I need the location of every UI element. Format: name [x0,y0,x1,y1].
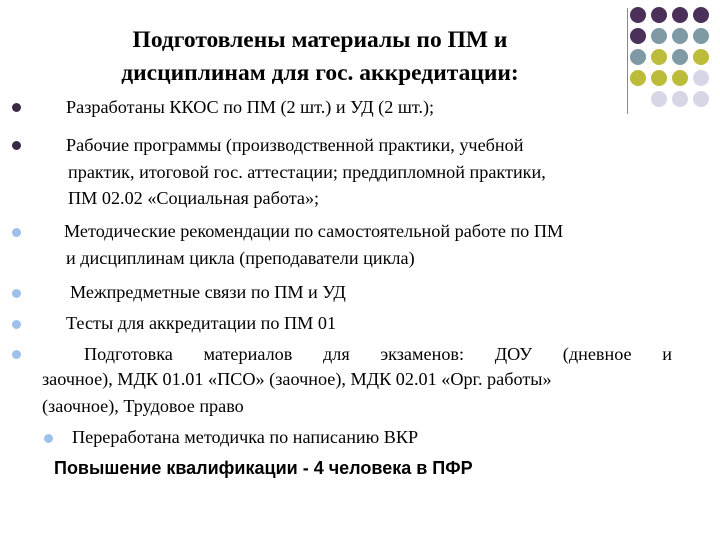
decorative-dot [630,7,646,23]
footer-note: Повышение квалификации - 4 человека в ПФР [54,458,473,478]
list-item-2-line-3: ПМ 02.02 «Социальная работа»; [68,188,320,208]
list-item-1: Разработаны ККОС по ПМ (2 шт.) и УД (2 шт.); [66,97,435,117]
list-item-7: Переработана методичка по написанию ВКР [72,427,419,447]
bullet-dot-icon [12,141,21,150]
decorative-dot [651,91,667,107]
list-item-2-line-1: Рабочие программы (производственной практики, учебной [66,135,524,155]
list-item-5: Тесты для аккредитации по ПМ 01 [66,313,337,333]
decorative-dot [672,49,688,65]
decorative-dot [672,91,688,107]
bullet-dot-icon [12,320,21,329]
decorative-dot [672,28,688,44]
decorative-dot [651,7,667,23]
decorative-dot [693,70,709,86]
bullet-dot-icon [44,434,53,443]
decorative-dot [693,7,709,23]
list-item-4: Межпредметные связи по ПМ и УД [70,282,346,302]
decorative-divider-line [627,8,628,114]
decorative-dot [651,28,667,44]
decorative-dot [651,70,667,86]
decorative-dot [630,28,646,44]
decorative-dot [651,49,667,65]
bullet-dot-icon [12,350,21,359]
decorative-dot [672,70,688,86]
bullet-dot-icon [12,228,21,237]
slide-title [40,24,600,90]
decorative-dot [672,7,688,23]
list-item-6-line-2: заочное), МДК 01.01 «ПСО» (заочное), МДК 02.01 «Орг. работы» [42,369,552,389]
list-item-2-line-2: практик, итоговой гос. аттестации; преддипломной практики, [68,162,546,182]
slide-title-line-1: Подготовлены материалы по ПМ и [132,27,508,53]
decorative-dot [693,49,709,65]
bullet-dot-icon [12,289,21,298]
decorative-dot [693,91,709,107]
list-item-3-line-2: и дисциплинам цикла (преподаватели цикла) [66,248,415,268]
list-item-6-line-1: Подготовка материалов для экзаменов: ДОУ (дневное и [84,344,672,364]
list-item-6-line-3: (заочное), Трудовое право [42,396,244,416]
bullet-dot-icon [12,103,21,112]
slide-title-line-2: дисциплинам для гос. аккредитации: [121,60,519,86]
decorative-dot [630,49,646,65]
decorative-dot [630,70,646,86]
list-item-3-line-1: Методические рекомендации по самостоятельной работе по ПМ [64,221,564,241]
decorative-dot [693,28,709,44]
